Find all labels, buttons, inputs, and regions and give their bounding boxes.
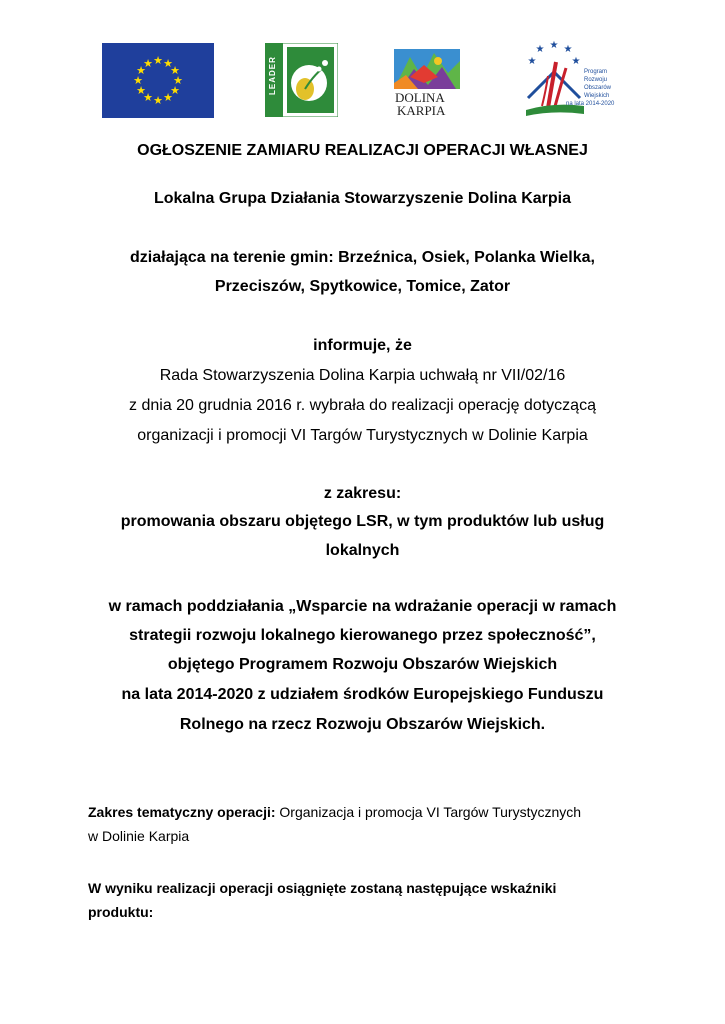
prow-text-5: na lata 2014-2020 xyxy=(566,101,615,107)
svg-text:★: ★ xyxy=(563,44,573,55)
leader-logo xyxy=(265,43,338,117)
prow-text-3: Obszarów xyxy=(584,85,612,91)
prow-text-1: Program xyxy=(584,69,608,75)
organization-name: Lokalna Grupa Działania Stowarzyszenie Dolina Karpia xyxy=(153,190,571,207)
scope-line-1: promowania obszaru objętego LSR, w tym produktów lub usług xyxy=(120,513,605,530)
topic-paragraph xyxy=(88,803,581,821)
area-line-1: działająca na terenie gmin: Brzeźnica, Osiek, Polanka Wielka, xyxy=(130,249,595,266)
topic-label: Zakres tematyczny operacji: xyxy=(88,804,276,820)
svg-text:★: ★ xyxy=(527,56,537,67)
prow-text-2: Rozwoju xyxy=(584,77,608,83)
svg-text:★: ★ xyxy=(173,74,183,87)
svg-text:★: ★ xyxy=(170,84,180,97)
leader-text: LEADER xyxy=(268,56,277,95)
frame-line-4: na lata 2014-2020 z udziałem środków Europejskiego Funduszu xyxy=(121,686,604,703)
dolina-text-2: KARPIA xyxy=(397,103,446,118)
svg-text:★: ★ xyxy=(571,56,581,67)
announcement-heading: OGŁOSZENIE ZAMIARU REALIZACJI OPERACJI WŁASNEJ xyxy=(137,142,588,159)
frame-line-3: objętego Programem Rozwoju Obszarów Wiejskich xyxy=(167,656,558,673)
dolina-karpia-logo xyxy=(392,47,462,119)
frame-line-2: strategii rozwoju lokalnego kierowanego przez społeczność”, xyxy=(129,627,596,644)
svg-text:★: ★ xyxy=(136,84,146,97)
svg-text:★: ★ xyxy=(153,94,163,107)
decision-line-3: organizacji i promocji VI Targów Turystycznych w Dolinie Karpia xyxy=(137,427,588,444)
eu-stars-icon xyxy=(102,43,214,118)
svg-text:★: ★ xyxy=(549,40,559,51)
svg-text:★: ★ xyxy=(153,54,163,67)
result-line-2: produktu: xyxy=(88,904,154,920)
svg-text:★: ★ xyxy=(163,91,173,104)
informs-label: informuje, że xyxy=(313,337,412,354)
topic-value: Organizacja i promocja VI Targów Turystycznych xyxy=(275,804,582,820)
dolina-text-1: DOLINA xyxy=(395,90,445,105)
eu-flag-logo xyxy=(102,43,214,118)
svg-text:★: ★ xyxy=(143,91,153,104)
prow-text-4: Wiejskich xyxy=(584,93,610,99)
scope-line-2: lokalnych xyxy=(325,542,400,559)
result-line-1: W wyniku realizacji operacji osiągnięte zostaną następujące wskaźniki xyxy=(88,880,557,896)
decision-line-2: z dnia 20 grudnia 2016 r. wybrała do realizacji operację dotyczącą xyxy=(129,397,596,414)
prow-logo xyxy=(522,40,632,120)
svg-text:★: ★ xyxy=(133,74,143,87)
svg-text:★: ★ xyxy=(170,64,180,77)
svg-text:★: ★ xyxy=(535,44,545,55)
area-line-2: Przeciszów, Spytkowice, Tomice, Zator xyxy=(214,278,511,295)
svg-text:★: ★ xyxy=(163,57,173,70)
frame-line-5: Rolnego na rzecz Rozwoju Obszarów Wiejskich. xyxy=(179,716,546,733)
topic-value-line-2: w Dolinie Karpia xyxy=(88,828,190,844)
svg-text:★: ★ xyxy=(136,64,146,77)
scope-label: z zakresu: xyxy=(323,485,402,502)
decision-line-1: Rada Stowarzyszenia Dolina Karpia uchwałą nr VII/02/16 xyxy=(159,367,566,384)
frame-line-1: w ramach poddziałania „Wsparcie na wdrażanie operacji w ramach xyxy=(108,598,617,615)
svg-text:★: ★ xyxy=(143,57,153,70)
